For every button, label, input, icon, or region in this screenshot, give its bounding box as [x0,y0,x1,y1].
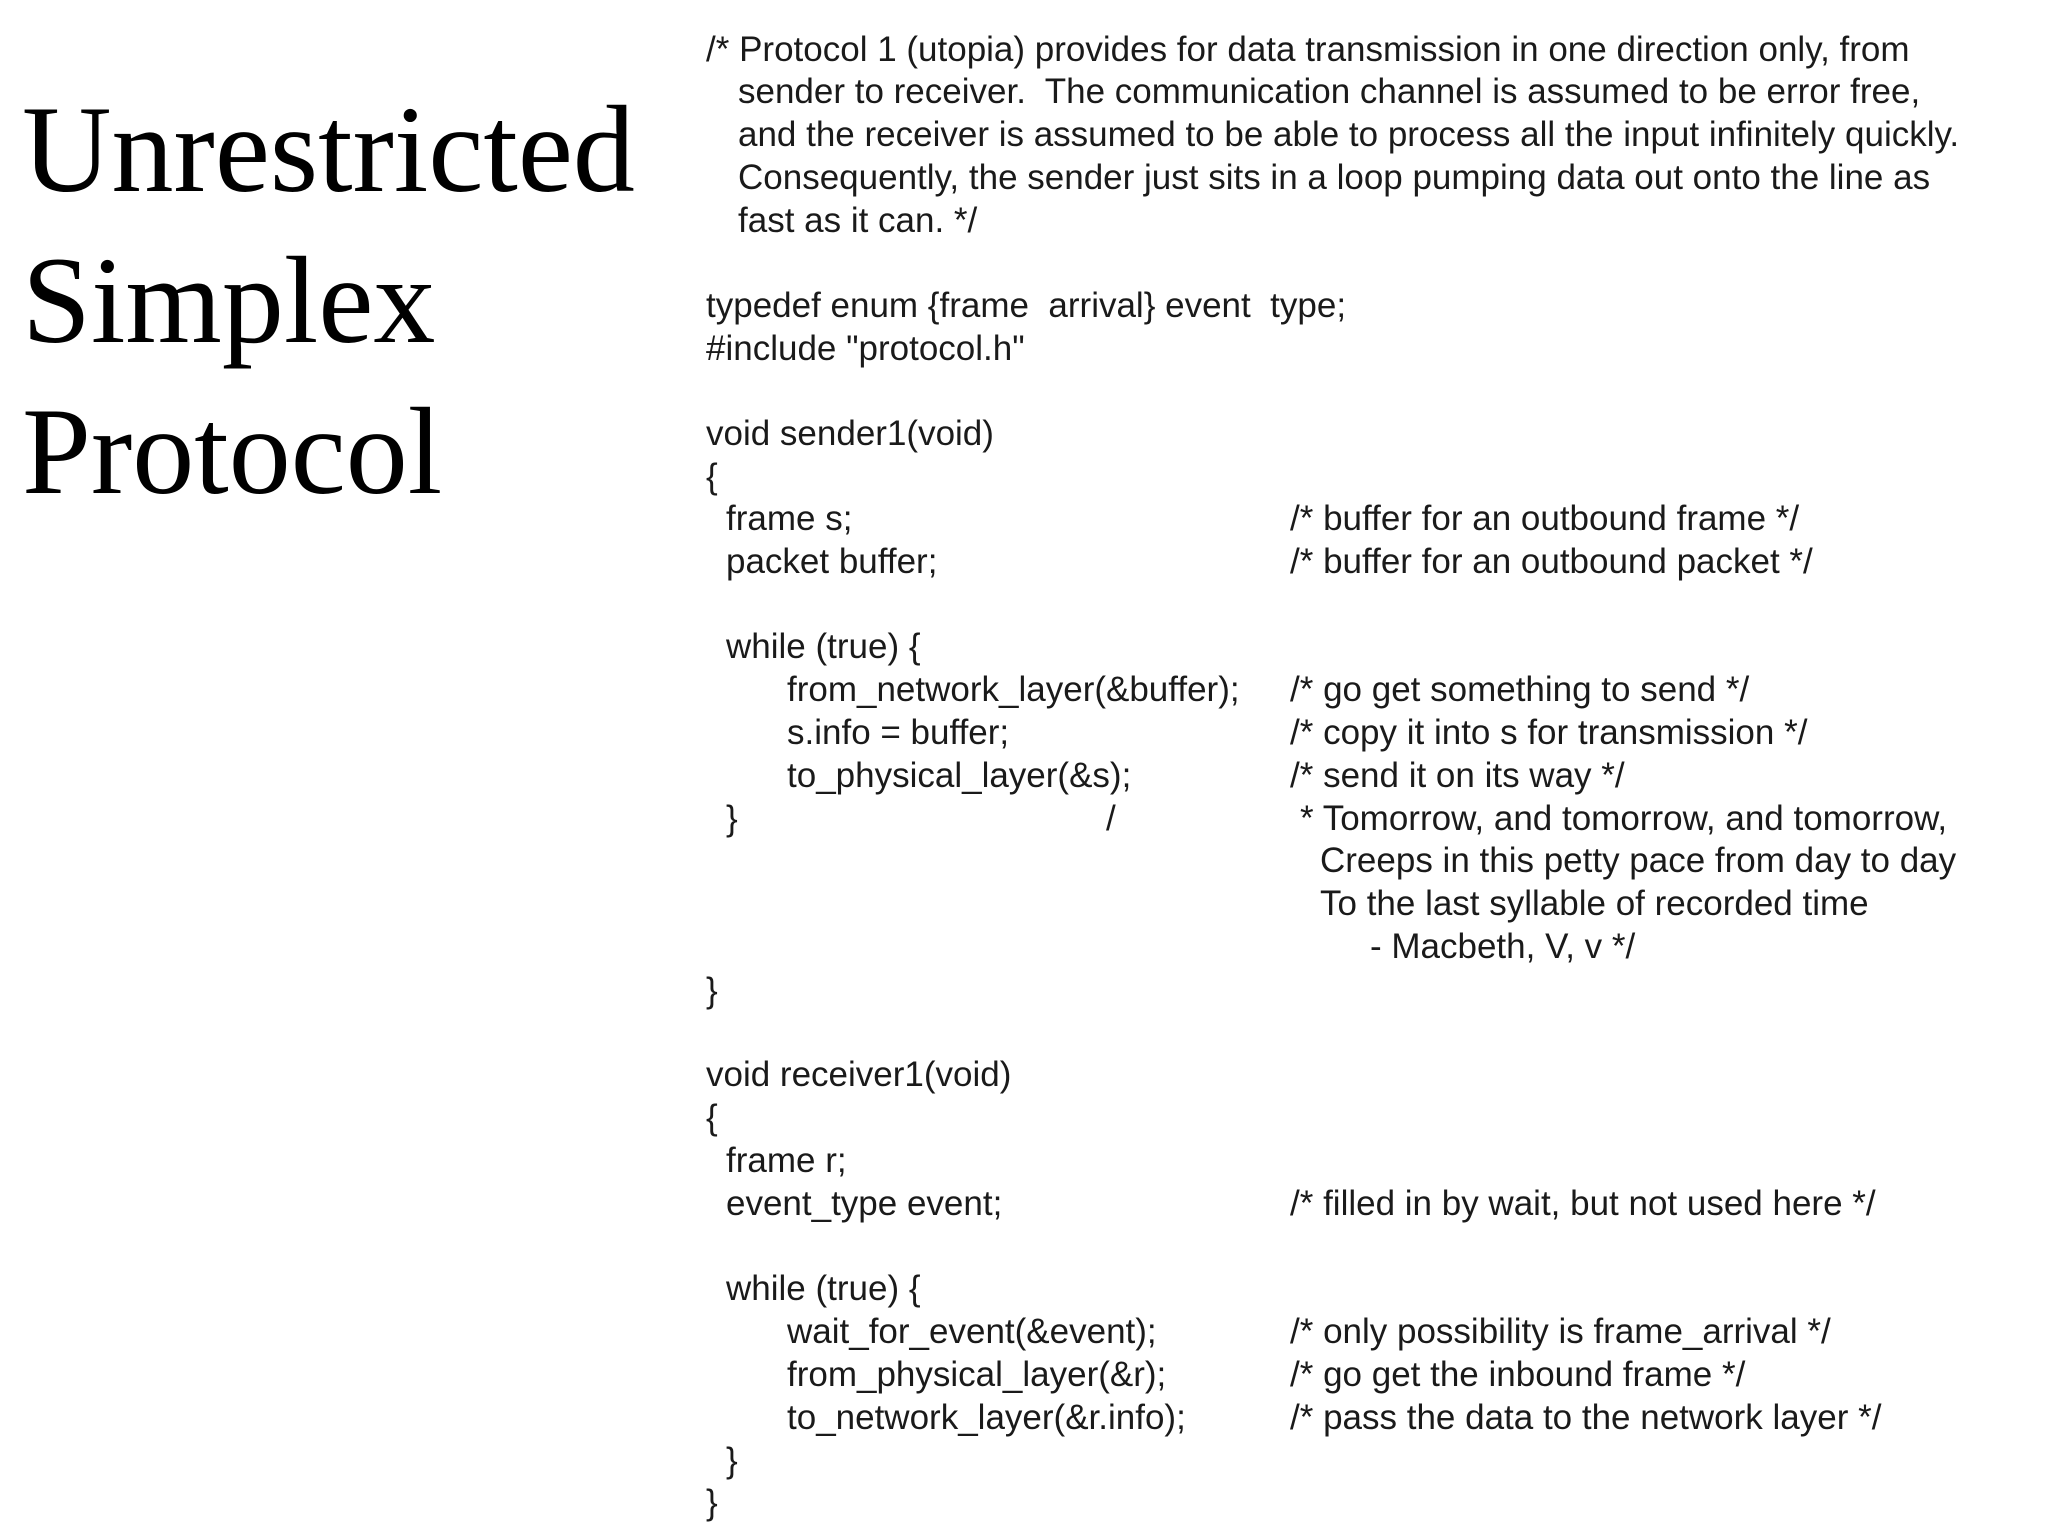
macbeth-quote-line: * Tomorrow, and tomorrow, and tomorrow, [1300,799,1948,838]
sender-stmt-3: to_physical_layer(&s); [787,756,1132,795]
header-comment-line: fast as it can. */ [738,201,978,240]
sender-close-brace: } [706,971,718,1010]
sender-while-line: while (true) { [726,627,921,666]
receiver-decl-event: event_type event; [726,1184,1003,1223]
sender-stmt-1-comment: /* go get something to send */ [1290,670,1750,709]
title-line-3: Protocol [22,383,443,520]
sender-inner-close-brace: } [726,799,738,838]
receiver-open-brace: { [706,1098,718,1137]
receiver-stmt-1: wait_for_event(&event); [787,1312,1157,1351]
sender-stmt-2-comment: /* copy it into s for transmission */ [1290,713,1808,752]
receiver-stmt-2: from_physical_layer(&r); [787,1355,1167,1394]
sender-open-brace: { [706,457,718,496]
typedef-line: typedef enum {frame arrival} event type; [706,286,1347,325]
sender-stmt-2: s.info = buffer; [787,713,1010,752]
receiver-inner-close-brace: } [726,1441,738,1480]
title-line-2: Simplex [22,232,436,369]
macbeth-quote-line: To the last syllable of recorded time [1320,884,1869,923]
header-comment-line: /* Protocol 1 (utopia) provides for data transmission in one direction only, from [706,30,1910,69]
title-line-1: Unrestricted [22,81,635,218]
sender-signature: void sender1(void) [706,414,994,453]
receiver-close-brace: } [706,1483,718,1522]
sender-stmt-1: from_network_layer(&buffer); [787,670,1240,709]
include-line: #include "protocol.h" [706,329,1025,368]
receiver-signature: void receiver1(void) [706,1055,1012,1094]
sender-decl-packet: packet buffer; [726,542,938,581]
header-comment-line: sender to receiver. The communication channel is assumed to be error free, [738,72,1921,111]
header-comment-line: Consequently, the sender just sits in a loop pumping data out onto the line as [738,158,1931,197]
sender-decl-packet-comment: /* buffer for an outbound packet */ [1290,542,1813,581]
receiver-while-line: while (true) { [726,1269,921,1308]
header-comment-line: and the receiver is assumed to be able to process all the input infinitely quickly. [738,115,1960,154]
receiver-decl-frame: frame r; [726,1141,847,1180]
receiver-decl-event-comment: /* filled in by wait, but not used here */ [1290,1184,1876,1223]
receiver-stmt-3-comment: /* pass the data to the network layer */ [1290,1398,1882,1437]
sender-decl-frame: frame s; [726,499,853,538]
receiver-stmt-3: to_network_layer(&r.info); [787,1398,1186,1437]
receiver-stmt-2-comment: /* go get the inbound frame */ [1290,1355,1746,1394]
receiver-stmt-1-comment: /* only possibility is frame_arrival */ [1290,1312,1831,1351]
sender-stmt-3-comment: /* send it on its way */ [1290,756,1625,795]
sender-decl-frame-comment: /* buffer for an outbound frame */ [1290,499,1800,538]
sender-stray-slash: / [1106,799,1116,838]
macbeth-quote-line: Creeps in this petty pace from day to day [1320,841,1957,880]
macbeth-quote-attribution: - Macbeth, V, v */ [1370,927,1636,966]
